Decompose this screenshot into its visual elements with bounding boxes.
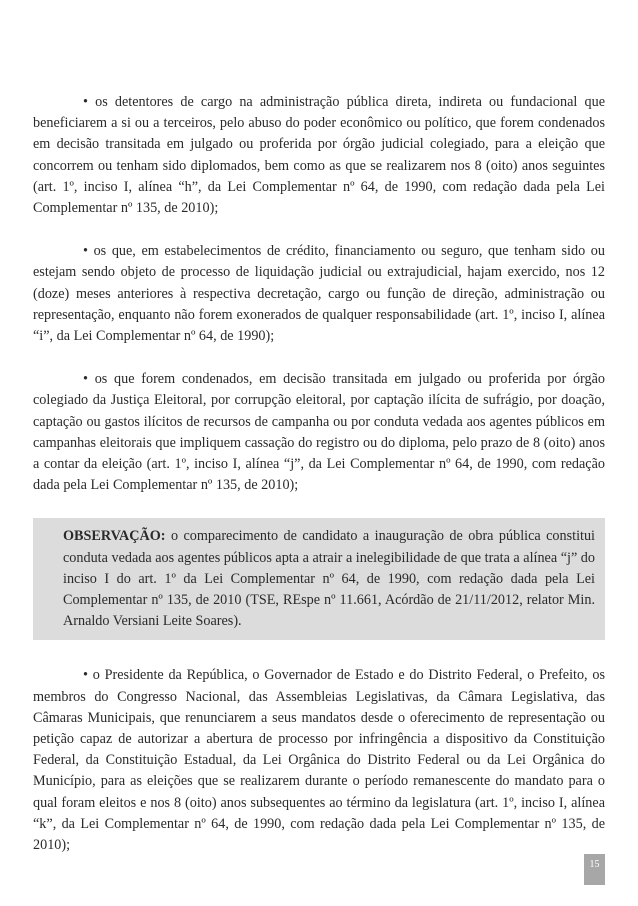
document-page	[33, 92, 605, 878]
paragraph-alinea-i: • os que, em estabelecimentos de crédito, financiamento ou seguro, que tenham sido ou estejam sendo objeto de processo de liquidação judicial ou extrajudicial, hajam exercido, nos 12 (doze) meses anteriores à respectiva decretação, cargo ou função de direção, administração ou representação, enquanto não forem exonerados de qualquer responsabilidade (art. 1º, inciso I, alínea “i”, da Lei Complementar nº 64, de 1990);	[33, 243, 605, 345]
page-number: 15	[584, 854, 605, 885]
paragraph-alinea-h: • os detentores de cargo na administração pública direta, indireta ou fundacional que beneficiarem a si ou a terceiros, pelo abuso do poder econômico ou político, que forem condenados em decisão transitada em julgado ou proferida por órgão judicial colegiado, para a eleição que concorrem ou tenham sido diplomados, bem como as que se realizarem nos 8 (oito) anos seguintes (art. 1º, inciso I, alínea “h”, da Lei Complementar nº 64, de 1990, com redação dada pela Lei Complementar nº 135, de 2010);	[33, 94, 605, 217]
paragraph-alinea-j: • os que forem condenados, em decisão transitada em julgado ou proferida por órgão colegiado da Justiça Eleitoral, por corrupção eleitoral, por captação ilícita de sufrágio, por doação, captação ou gastos ilícitos de recursos de campanha ou por conduta vedada aos agentes públicos em campanhas eleitorais que impliquem cassação do registro ou do diploma, pelo prazo de 8 (oito) anos a contar da eleição (art. 1º, inciso I, alínea “j”, da Lei Complementar nº 64, de 1990, com redação dada pela Lei Complementar nº 135, de 2010);	[33, 371, 605, 494]
observation-text: o comparecimento de candidato a inauguração de obra pública constitui conduta vedada aos agentes públicos apta a atrair a inelegibilidade de que trata a alínea “j” do inciso I do art. 1º da Lei Complementar nº 64, de 1990, com redação dada pela Lei Complementar nº 135, de 2010 (TSE, REspe nº 11.661, Acórdão de 21/11/2012, relator Min. Arnaldo Versiani Leite Soares).	[63, 528, 595, 630]
observation-label: OBSERVAÇÃO:	[63, 528, 166, 545]
observation-box	[33, 518, 605, 640]
paragraph-alinea-k: • o Presidente da República, o Governador de Estado e do Distrito Federal, o Prefeito, os membros do Congresso Nacional, das Assembleias Legislativas, da Câmara Legislativa, das Câmaras Municipais, que renunciarem a seus mandatos desde o oferecimento de representação ou petição capaz de autorizar a abertura de processo por infringência a dispositivo da Constituição Federal, da Constituição Estadual, da Lei Orgânica do Distrito Federal ou da Lei Orgânica do Município, para as eleições que se realizarem durante o período remanescente do mandato para o qual foram eleitos e nos 8 (oito) anos subsequentes ao término da legislatura (art. 1º, inciso I, alínea “k”, da Lei Complementar nº 64, de 1990, com redação dada pela Lei Complementar nº 135, de 2010);	[33, 667, 605, 854]
